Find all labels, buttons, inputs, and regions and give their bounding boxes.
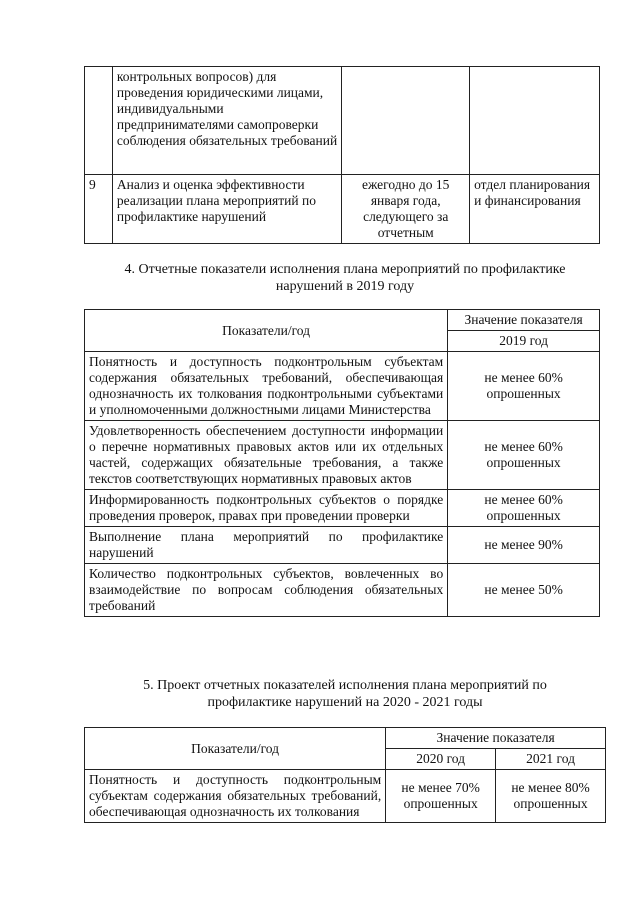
header-value: Значение показателя [386, 728, 606, 749]
value-cell: не менее 90% [448, 527, 600, 564]
activity-cell: контрольных вопросов) для проведения юридическими лицами, индивидуальными предпринимателями самопроверки соблюдения обязательных требований [112, 67, 341, 175]
table-row [85, 490, 600, 527]
indicator-cell: Количество подконтрольных субъектов, вовлеченных во взаимодействие по вопросам соблюдения обязательных требований [85, 564, 448, 617]
deadline-cell [342, 67, 470, 175]
table-row [85, 352, 600, 421]
responsible-cell [470, 67, 600, 175]
table-row [85, 564, 600, 617]
table-row [85, 421, 600, 490]
indicator-cell: Понятность и доступность подконтрольным субъектам содержания обязательных требований, обеспечивающая однозначность их толкования подконтрольными субъектами и уполномоченными должностными лицами Министерства [85, 352, 448, 421]
row-number [85, 67, 113, 175]
value-cell: не менее 60% опрошенных [448, 490, 600, 527]
responsible-cell: отдел планирования и финансирования [470, 175, 600, 244]
table-header-row [85, 310, 600, 331]
table-row [85, 67, 600, 175]
value-cell: не менее 60% опрошенных [448, 421, 600, 490]
indicator-cell: Информированность подконтрольных субъектов о порядке проведения проверок, правах при проведении проверки [85, 490, 448, 527]
activity-cell: Анализ и оценка эффективности реализации плана мероприятий по профилактике нарушений [112, 175, 341, 244]
header-year-2019: 2019 год [448, 331, 600, 352]
table-row [85, 175, 600, 244]
row-number: 9 [85, 175, 113, 244]
section-4-title: 4. Отчетные показатели исполнения плана мероприятий по профилактике нарушений в 2019 году [124, 262, 566, 294]
deadline-cell: ежегодно до 15 января года, следующего за отчетным [342, 175, 470, 244]
value-2021-cell: не менее 80% опрошенных [496, 770, 606, 823]
header-year-2021: 2021 год [496, 749, 606, 770]
indicator-cell: Удовлетворенность обеспечением доступности информации о перечне нормативных правовых актов или их отдельных частей, содержащих обязательные требования, а также текстов соответствующих нормативных правовых актов [85, 421, 448, 490]
value-cell: не менее 60% опрошенных [448, 352, 600, 421]
header-value: Значение показателя [448, 310, 600, 331]
table-row [85, 527, 600, 564]
header-indicator: Показатели/год [85, 728, 386, 770]
value-2020-cell: не менее 70% опрошенных [386, 770, 496, 823]
value-cell: не менее 50% [448, 564, 600, 617]
table-row [85, 770, 606, 823]
header-indicator: Показатели/год [85, 310, 448, 352]
indicator-cell: Понятность и доступность подконтрольным субъектам содержания обязательных требований, обеспечивающая однозначность их толкования [85, 770, 386, 823]
section-5-title: 5. Проект отчетных показателей исполнения плана мероприятий по профилактике нарушений на 2020 - 2021 годы [143, 678, 547, 710]
activities-table [84, 66, 600, 244]
indicators-2020-2021-table [84, 727, 606, 823]
indicator-cell: Выполнение плана мероприятий по профилактике нарушений [85, 527, 448, 564]
table-header-row [85, 728, 606, 749]
header-year-2020: 2020 год [386, 749, 496, 770]
indicators-2019-table [84, 309, 600, 617]
